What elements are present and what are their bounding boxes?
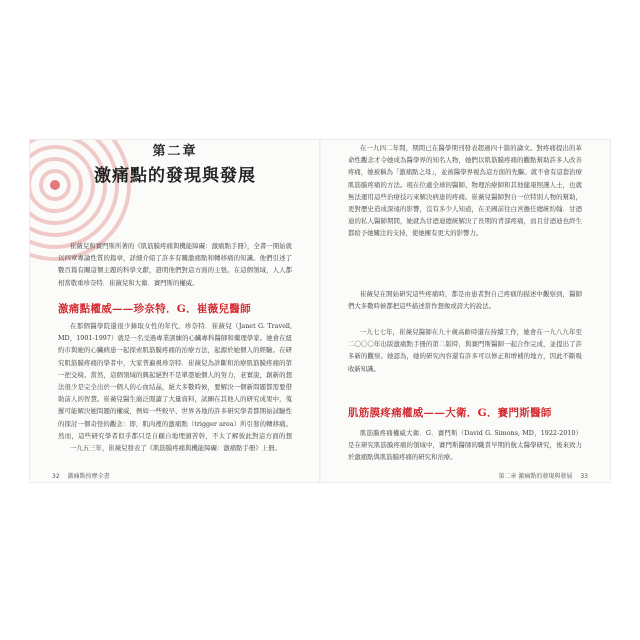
right-folio xyxy=(499,471,594,480)
section-heading-travell: 激痛點權威——珍奈特．G．崔薇兒醫師 xyxy=(58,303,251,315)
right-paragraph-4: 肌筋膜疼痛權威大衛．G．賽門斯（David G. Simons, MD，1922-2010）是在研究肌筋膜疼痛的領域中，賽門斯醫師的職責早期的航太醫學研究，後來致力於激痛點與肌筋膜疼痛的研究和治療。 xyxy=(348,429,582,462)
left-page-number: 32 xyxy=(52,473,60,480)
right-running-title: 第二章 激痛點的發現與發展 xyxy=(498,473,573,480)
right-paragraph-1: 在一九四二年間，期間已在醫學期刊發表超過四十篇的論文。對疼痛提出的革命性觀念才令她成為醫學界的知名人物，她們以肌筋膜疼痛的觀點幫助許多人改善疼痛，她被稱為「激痛點之母」，並被醫學界視為這方面的先驅。就不會有這套治療肌筋膜疼痛的方法。現在位處全球的醫師、物理治療師和其他健康照護人士，也就無法運用這些治療技巧來解決病患的疼痛。崔薇兒醫師對自一位特別人物的幫助，更對歷史造成深遠的影響，沒有多少人知道，在美國前往白宮擔任總統約翰．甘迺迪的私人醫師期間，她就為甘迺迪總統解決了長期的背部疼痛，而且甘迺迪也終生都給予她關注的支持，使她擁有更大的影響力。 xyxy=(348,144,582,238)
book-spread xyxy=(30,140,610,482)
right-paragraph-2: 崔薇兒在開始研究這些疼痛時，都是由患者對自己疼痛的描述中觀察到，醫師們大多數時候都把這些描述當作想像或誇大的說法。 xyxy=(348,290,582,311)
left-page xyxy=(30,140,320,482)
left-paragraph-1: 崔薇兒和賽門斯所著的《肌筋膜疼痛與機能障礙：激痛點手冊》，全書一開始就以四章專論性質的篇章，詳細介紹了許多有關激痛點和轉移痛的知識。他們引述了數百篇有關這個主題的科學文獻，證明他們對這方面的主張。在這個領域，人人都相當敬重珍奈特．崔薇兒和大衛．賽門斯的權威。 xyxy=(58,242,292,287)
right-paragraph-3: 一九七七年，崔薇兒醫師在九十歲高齡時還在持續工作，她會在一九八九年至二〇〇〇年出版激痛點手冊的第二版時，與賽門斯醫師一起合作完成，並提出了許多新的觀察。她認為，她的研究內容還有許多可以修正和增補的地方，因此不斷吸收新知識。 xyxy=(348,328,582,373)
right-page-number: 33 xyxy=(580,473,588,480)
left-folio xyxy=(46,471,110,480)
section-heading-simons: 肌筋膜疼痛權威——大衛．G．賽門斯醫師 xyxy=(348,407,552,419)
chapter-number: 第二章 xyxy=(152,144,198,159)
left-paragraph-3: 一九五三年，崔薇兒發表了《肌筋膜疼痛與機能障礙：激痛點手冊》上冊。 xyxy=(70,444,281,452)
left-paragraph-2: 在那個醫學院還很少錄取女性的年代，珍奈特．崔薇兒（Janet G. Travell, MD，1901-1997）就是一名受過專業訓練的心臟專科醫師和藥理學家。她會在紐約市與她的心臟病患一起探索肌筋膜疼痛的治療方法，起源於她個人的經驗。在研究肌筋膜疼痛的學者中，大家普遍視珍奈特．崔薇兒為診斷和治療肌筋膜疼痛的第一把交椅。當然，這個領域的興起絕對不是單憑她個人的努力，老實說，創新的想法很少是完全出於一個人的心血結晶，絕大多數時候，要解決一個新問題都需要借助前人的智慧。崔薇兒醫生廣泛閱讀了大量資料，試圖在其他人的研究成果中，蒐羅可能解決她問題的權威，例如一些較早、世界各地的許多研究學者都開始試驗性的探討一個奇怪的觀念：即，肌肉裡的激痛點（trigger area）所引發的轉移痛。然而，這些研究學者似乎都只是自顧自地埋頭苦幹，不太了解彼此對這方面的想 xyxy=(58,322,292,440)
right-page xyxy=(320,140,610,482)
chapter-title: 激痛點的發現與發展 xyxy=(94,166,256,186)
left-running-title: 激痛點按摩全書 xyxy=(67,473,110,480)
